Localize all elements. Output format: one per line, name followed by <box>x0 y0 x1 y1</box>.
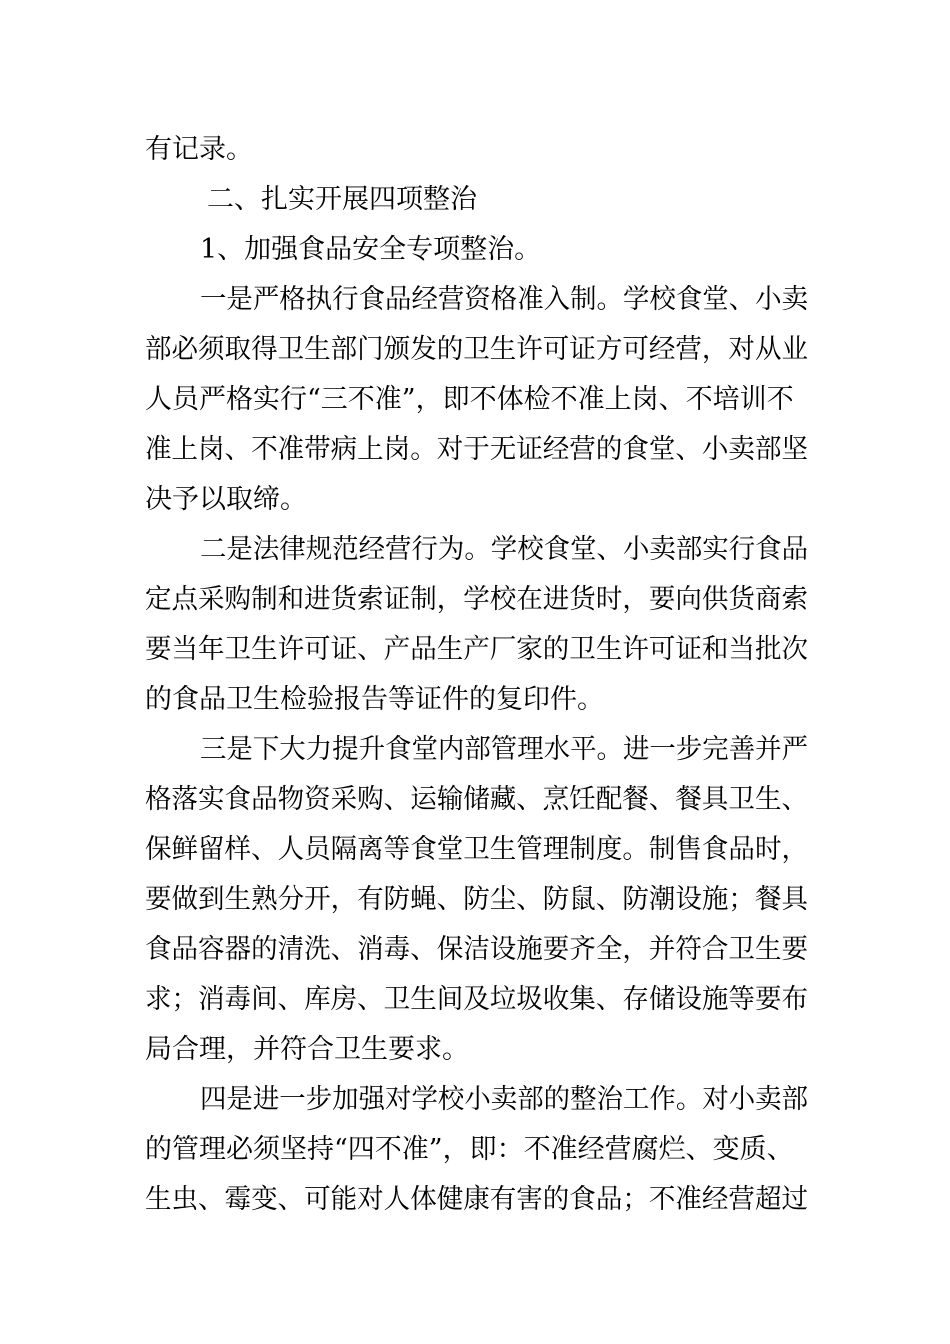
paragraph-line: 的管理必须坚持“四不准”，即：不准经营腐烂、变质、 <box>145 1134 794 1165</box>
paragraph-line: 要做到生熟分开，有防蝇、防尘、防鼠、防潮设施；餐具 <box>145 884 808 915</box>
paragraph-line: 保鲜留样、人员隔离等食堂卫生管理制度。制售食品时， <box>145 834 808 865</box>
paragraph-line: 准上岗、不准带病上岗。对于无证经营的食堂、小卖部坚 <box>145 434 808 465</box>
paragraph-line: 生虫、霉变、可能对人体健康有害的食品；不准经营超过 <box>145 1184 808 1215</box>
paragraph-line: 人员严格实行“三不准”，即不体检不准上岗、不培训不 <box>145 384 794 415</box>
section-heading: 二、扎实开展四项整治 <box>207 184 477 215</box>
paragraph-line: 定点采购制和进货索证制，学校在进货时，要向供货商索 <box>145 584 808 615</box>
paragraph-line: 求；消毒间、库房、卫生间及垃圾收集、存储设施等要布 <box>145 984 808 1015</box>
paragraph-line: 局合理，并符合卫生要求。 <box>145 1034 469 1065</box>
paragraph-line: 要当年卫生许可证、产品生产厂家的卫生许可证和当批次 <box>145 634 808 665</box>
paragraph-line: 三是下大力提升食堂内部管理水平。进一步完善并严 <box>200 734 809 765</box>
paragraph-line: 二是法律规范经营行为。学校食堂、小卖部实行食品 <box>200 534 809 565</box>
paragraph-line: 食品容器的清洗、消毒、保洁设施要齐全，并符合卫生要 <box>145 934 808 965</box>
text-line: 有记录。 <box>145 134 253 165</box>
paragraph-line: 格落实食品物资采购、运输储藏、烹饪配餐、餐具卫生、 <box>145 784 808 815</box>
paragraph-line: 部必须取得卫生部门颁发的卫生许可证方可经营，对从业 <box>145 334 808 365</box>
paragraph-line: 四是进一步加强对学校小卖部的整治工作。对小卖部 <box>200 1084 809 1115</box>
paragraph-line: 的食品卫生检验报告等证件的复印件。 <box>145 684 604 715</box>
paragraph-line: 一是严格执行食品经营资格准入制。学校食堂、小卖 <box>200 284 809 315</box>
subsection-heading: 1、加强食品安全专项整治。 <box>200 234 542 265</box>
paragraph-line: 决予以取缔。 <box>145 484 307 515</box>
